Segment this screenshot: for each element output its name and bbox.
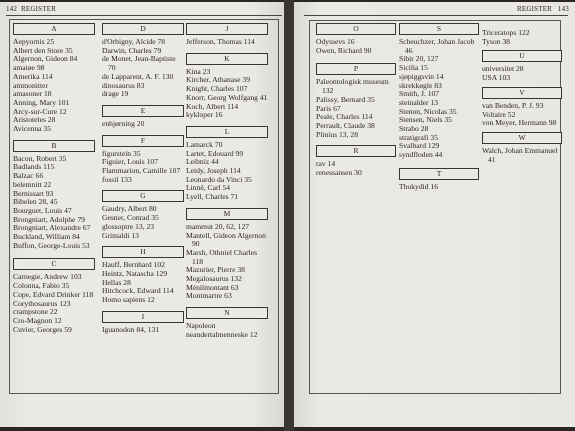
index-entry: universitet 28: [482, 64, 524, 74]
index-entry: Heintz, Natascha 129: [102, 268, 168, 278]
section-letter-box: I: [102, 311, 184, 323]
index-entry: Gesner, Conrad 35: [102, 213, 159, 223]
index-column-6: [482, 29, 562, 168]
section-letter-box: P: [316, 63, 396, 75]
index-entry: Leonardo da Vinci 35: [186, 174, 252, 184]
index-entry: Owen, Richard 90: [316, 45, 372, 55]
index-entry: Knight, Charles 107: [186, 84, 248, 94]
left-header-rule: [6, 15, 282, 16]
index-entry: Aepyornis 25: [13, 37, 55, 46]
index-section: [102, 105, 184, 129]
index-section: [316, 145, 396, 177]
index-entry: rav 14: [316, 159, 336, 169]
index-entry: Tyson 38: [482, 36, 510, 46]
index-entry: Lartet, Edouard 99: [186, 148, 244, 158]
section-letter-box: K: [186, 53, 268, 65]
index-section: [316, 63, 396, 139]
index-entry: Iguanodon 84, 131: [102, 324, 160, 334]
index-entry: neandertalmenneske 12: [186, 329, 258, 339]
index-entry: Hauff, Bernhard 102: [102, 260, 165, 270]
index-section: [186, 126, 268, 202]
index-entry: Lamarck 70: [186, 139, 223, 149]
index-entry: Marsh, Othniel Charles 118: [186, 247, 258, 266]
index-entry: de Lapparent, A. F. 130: [102, 71, 174, 81]
section-letter-box: J: [186, 23, 268, 35]
index-section: [482, 132, 562, 164]
left-page-number: 142: [6, 5, 18, 13]
index-entry: Odyssevs 16: [316, 37, 355, 46]
index-entry: Palissy, Bernard 35: [316, 94, 375, 104]
index-entry: Gaudry, Albert 80: [102, 204, 157, 214]
index-entry: Mantell, Gideon Algernon 90: [186, 230, 266, 249]
index-entry: Koch, Albert 114: [186, 101, 239, 111]
index-entry: Bibelen 28, 45: [13, 197, 58, 207]
index-entry: Cro-Magnon 12: [13, 315, 62, 325]
index-entry: amasoner 18: [13, 89, 52, 99]
right-page-header: [517, 5, 569, 13]
right-header-rule: [304, 15, 568, 16]
index-entry: amatøe 98: [13, 63, 45, 73]
index-entry: Leibniz 44: [186, 157, 219, 167]
index-entry: Montmartre 63: [186, 291, 232, 301]
index-section: [13, 23, 95, 134]
index-entry: Brongniart, Alexandre 67: [13, 223, 91, 233]
section-letter-box: E: [102, 105, 184, 117]
index-entry: skrekkøgle 83: [399, 80, 442, 90]
section-letter-box: L: [186, 126, 268, 138]
index-entry: drage 19: [102, 89, 129, 99]
index-section: [482, 50, 562, 82]
index-entry: Knorr, Georg Wolfgang 41: [186, 92, 268, 102]
index-entry: Aristoteles 28: [13, 115, 56, 125]
index-entry: Arcy-sur-Cure 12: [13, 106, 67, 116]
section-letter-box: W: [482, 132, 562, 144]
index-entry: mammut 20, 62, 127: [186, 221, 250, 231]
index-section: [482, 29, 562, 46]
index-entry: von Meyer, Hermann 98: [482, 118, 557, 128]
section-letter-box: V: [482, 87, 562, 99]
index-entry: figurstein 35: [102, 148, 141, 158]
section-letter-box: N: [186, 307, 268, 319]
section-letter-box: D: [102, 23, 184, 35]
section-letter-box: F: [102, 135, 184, 147]
index-entry: Perrault, Claude 38: [316, 120, 375, 130]
index-entry: Jefferson, Thomas 114: [186, 37, 255, 46]
index-entry: Megalosaurus 132: [186, 274, 242, 284]
index-section: [186, 23, 268, 47]
index-entry: Thukydid 16: [399, 181, 439, 191]
index-section: [186, 53, 268, 120]
index-entry: Hellas 28: [102, 277, 131, 287]
left-page-header: [6, 5, 56, 13]
index-entry: Bacon, Robert 35: [13, 153, 67, 163]
index-column-2: [102, 23, 184, 338]
index-section: [102, 246, 184, 305]
index-section: [13, 258, 95, 334]
index-entry: Cope, Edvard Drinker 118: [13, 289, 94, 299]
index-entry: Lyell, Charles 71: [186, 192, 239, 202]
left-header-title: REGISTER: [21, 5, 57, 13]
index-section: [316, 23, 396, 55]
index-entry: Anning, Mary 101: [13, 97, 70, 107]
index-entry: Scheuchzer, Johan Jacob 46: [399, 37, 475, 55]
index-entry: sjøpiggsvin 14: [399, 71, 444, 81]
section-letter-box: A: [13, 23, 95, 35]
index-entry: Stenon, Nicolas 35: [399, 106, 457, 116]
index-entry: Leidy, Joseph 114: [186, 166, 241, 176]
index-entry: enhjørning 20: [102, 118, 145, 128]
index-section: [13, 140, 95, 251]
index-entry: Flammarion, Camille 107: [102, 166, 181, 176]
index-entry: Hitchcock, Edward 114: [102, 286, 174, 296]
section-letter-box: G: [102, 190, 184, 202]
section-letter-box: S: [399, 23, 479, 35]
index-entry: Carnegie, Andrew 103: [13, 272, 82, 282]
index-entry: Bourguet, Louis 47: [13, 205, 72, 215]
index-entry: Strabo 28: [399, 124, 429, 134]
index-entry: steinalder 13: [399, 97, 439, 107]
section-letter-box: R: [316, 145, 396, 157]
index-entry: syndfloden 44: [399, 150, 443, 160]
index-column-5: [399, 23, 479, 196]
index-entry: Avicenna 35: [13, 124, 52, 134]
index-entry: Amerika 114: [13, 71, 53, 81]
index-entry: Homo sapiens 12: [102, 295, 155, 305]
index-entry: Smith, J. 107: [399, 89, 440, 99]
index-entry: stratigrafi 35: [399, 132, 439, 142]
index-entry: Corythosaurus 123: [13, 298, 71, 308]
index-entry: ammonitter: [13, 80, 49, 90]
index-entry: Ménilmontant 63: [186, 282, 239, 292]
index-entry: Albert den Store 35: [13, 45, 73, 55]
index-entry: Colonna, Fabio 35: [13, 281, 70, 291]
index-section: [102, 135, 184, 185]
index-entry: Paleontologisk museum 132: [316, 77, 389, 96]
index-entry: Walch, Johan Emmanuel 41: [482, 145, 558, 164]
book-gutter: [284, 0, 294, 431]
index-entry: de Monet, Jean-Baptiste 70: [102, 54, 176, 73]
index-section: [102, 311, 184, 335]
index-entry: Darwin, Charles 79: [102, 45, 162, 55]
section-letter-box: C: [13, 258, 95, 270]
index-entry: Sibir 20, 127: [399, 54, 439, 64]
index-entry: van Benden, P. J. 93: [482, 100, 544, 110]
index-entry: Triceratops 122: [482, 28, 530, 37]
index-entry: kykloper 16: [186, 110, 223, 120]
index-section: [102, 190, 184, 240]
index-entry: fossil 133: [102, 174, 132, 184]
section-letter-box: O: [316, 23, 396, 35]
index-entry: Mazurier, Pierre 38: [186, 265, 245, 275]
index-entry: USA 103: [482, 73, 511, 83]
index-entry: Plinius 13, 28: [316, 129, 358, 139]
index-entry: Peale, Charles 114: [316, 112, 373, 122]
index-column-4: [316, 23, 396, 182]
index-entry: renessansen 30: [316, 168, 362, 178]
index-entry: Bernissart 93: [13, 188, 54, 198]
index-section: [102, 23, 184, 99]
index-column-1: [13, 23, 95, 338]
index-entry: d'Orbigny, Alcide 78: [102, 37, 166, 46]
index-entry: Cuvier, Georges 59: [13, 324, 72, 334]
section-letter-box: M: [186, 208, 268, 220]
index-entry: dinosaurus 83: [102, 80, 145, 90]
index-entry: glossoptre 13, 23: [102, 221, 155, 231]
index-entry: Napoleon: [186, 321, 216, 331]
index-entry: Paris 67: [316, 103, 341, 113]
index-entry: crampstone 22: [13, 307, 58, 317]
section-letter-box: B: [13, 140, 95, 152]
section-letter-box: T: [399, 168, 479, 180]
index-entry: Kircher, Athanase 39: [186, 75, 251, 85]
section-letter-box: H: [102, 246, 184, 258]
section-letter-box: U: [482, 50, 562, 62]
index-entry: Linné, Carl 54: [186, 183, 231, 193]
index-column-3: [186, 23, 268, 344]
index-entry: belemnitt 22: [13, 179, 52, 189]
right-page-number: 143: [557, 5, 570, 13]
index-section: [186, 307, 268, 339]
index-entry: Voltaire 52: [482, 109, 516, 119]
right-header-title: REGISTER: [517, 5, 553, 13]
index-entry: Brongniart, Adolphe 79: [13, 214, 85, 224]
index-entry: Svalbard 129: [399, 141, 440, 151]
index-entry: Badlands 115: [13, 162, 55, 172]
index-entry: Sicilia 15: [399, 63, 428, 73]
index-entry: Algernon, Gideon 84: [13, 54, 78, 64]
index-entry: Balzac 66: [13, 171, 44, 181]
index-entry: Buffon, George-Louis 53: [13, 240, 90, 250]
index-section: [186, 208, 268, 301]
index-entry: Buckland, William 84: [13, 232, 80, 242]
index-section: [399, 23, 479, 160]
index-section: [399, 168, 479, 192]
index-entry: Kina 23: [186, 66, 211, 76]
index-section: [482, 87, 562, 128]
index-entry: Stensen, Niels 35: [399, 115, 452, 125]
index-entry: Grimaldi 13: [102, 230, 139, 240]
index-entry: Figuier, Louis 107: [102, 157, 159, 167]
